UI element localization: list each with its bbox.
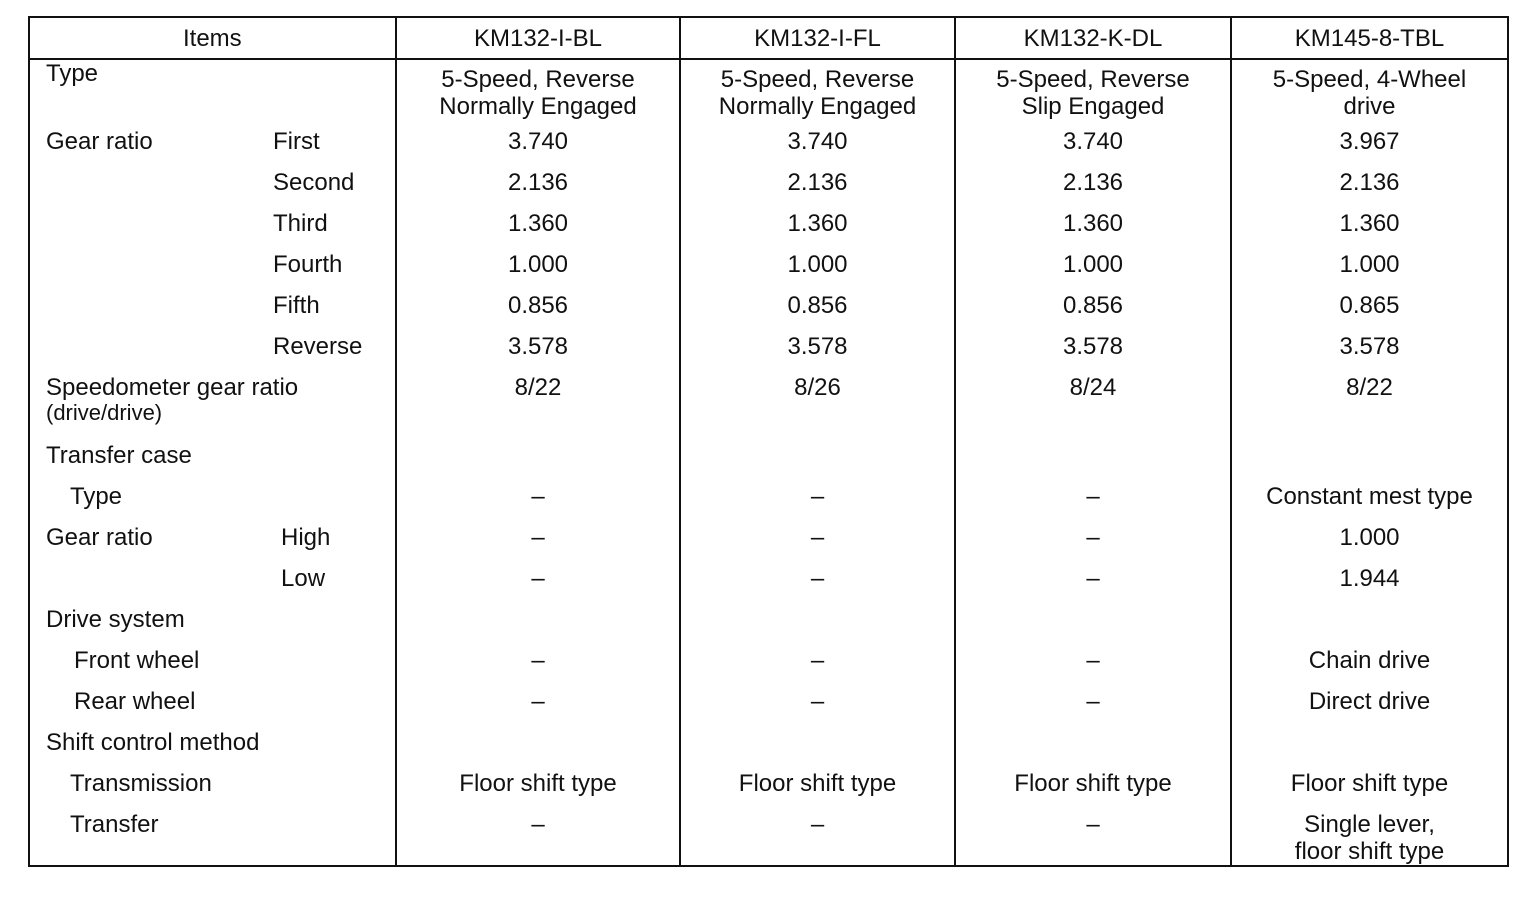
row-transfer-case [29,442,1508,483]
transfer-low-value-4: 1.944 [1231,565,1508,606]
row-label-drive-system: Drive system [46,606,185,633]
row-type [29,59,1508,128]
gear-fifth-value-1: 0.856 [396,292,680,333]
label-cell [29,210,396,251]
type-value-3-line-2: Slip Engaged [1021,93,1165,120]
empty-cell [680,729,955,770]
gear-second-value-1: 2.136 [396,169,680,210]
empty-cell [680,442,955,483]
empty-cell [955,606,1231,647]
header-row [29,17,1508,59]
gear-fifth-value-2: 0.856 [680,292,955,333]
row-label-transmission: Transmission [70,770,212,797]
empty-cell [1231,442,1508,483]
label-cell [29,729,396,770]
row-label-transfer-case: Transfer case [46,442,192,469]
row-transfer [29,811,1508,866]
label-cell [29,169,396,210]
header-model-4: KM145-8-TBL [1231,17,1508,59]
row-transfer-type [29,483,1508,524]
transfer-value-4-line-1: Single lever, [1304,811,1435,838]
type-value-1 [396,59,680,128]
transfer-low-value-2: – [680,565,955,606]
rear-wheel-value-3: – [955,688,1231,729]
gear-third-value-2: 1.360 [680,210,955,251]
type-value-4-line-2: drive [1343,93,1396,120]
row-gear-first [29,128,1508,169]
speedometer-value-1: 8/22 [396,374,680,442]
front-wheel-value-1: – [396,647,680,688]
row-label-shift-control: Shift control method [46,729,260,756]
type-value-1-line-1: 5-Speed, Reverse [441,66,635,93]
row-sublabel-reverse: Reverse [273,333,363,360]
transfer-type-value-2: – [680,483,955,524]
label-cell [29,770,396,811]
gear-fourth-value-4: 1.000 [1231,251,1508,292]
row-label-transfer-type: Type [70,483,123,510]
transfer-high-value-3: – [955,524,1231,565]
row-speedometer [29,374,1508,442]
rear-wheel-value-1: – [396,688,680,729]
speedometer-value-4: 8/22 [1231,374,1508,442]
transmission-value-1: Floor shift type [396,770,680,811]
transfer-value-1: – [396,811,680,866]
type-value-3 [955,59,1231,128]
gear-reverse-value-3: 3.578 [955,333,1231,374]
empty-cell [1231,729,1508,770]
transfer-value-4 [1231,811,1508,866]
label-cell [29,524,396,565]
row-gear-fourth [29,251,1508,292]
row-sublabel-fourth: Fourth [273,251,343,278]
transfer-value-2: – [680,811,955,866]
gear-first-value-2: 3.740 [680,128,955,169]
gear-third-value-1: 1.360 [396,210,680,251]
label-cell [29,565,396,606]
type-value-2-line-1: 5-Speed, Reverse [720,66,915,93]
header-model-3: KM132-K-DL [955,17,1231,59]
label-cell [29,374,396,442]
label-cell [29,59,396,128]
label-cell [29,442,396,483]
transmission-value-2: Floor shift type [680,770,955,811]
row-label-transfer-gear-ratio: Gear ratio [46,524,153,551]
gear-second-value-2: 2.136 [680,169,955,210]
label-cell [29,251,396,292]
row-transmission [29,770,1508,811]
label-cell [29,647,396,688]
speedometer-value-3: 8/24 [955,374,1231,442]
speedometer-label-line-2: (drive/drive) [46,400,163,425]
transmission-value-3: Floor shift type [955,770,1231,811]
transfer-high-value-1: – [396,524,680,565]
empty-cell [396,442,680,483]
empty-cell [396,606,680,647]
rear-wheel-value-2: – [680,688,955,729]
gear-first-value-1: 3.740 [396,128,680,169]
gear-fourth-value-2: 1.000 [680,251,955,292]
label-cell [29,606,396,647]
spec-table [28,16,1509,867]
row-gear-fifth [29,292,1508,333]
row-label-transfer: Transfer [70,811,159,838]
gear-fourth-value-1: 1.000 [396,251,680,292]
gear-second-value-4: 2.136 [1231,169,1508,210]
label-cell [29,128,396,169]
gear-third-value-4: 1.360 [1231,210,1508,251]
label-cell [29,483,396,524]
row-gear-reverse [29,333,1508,374]
gear-first-value-3: 3.740 [955,128,1231,169]
gear-reverse-value-4: 3.578 [1231,333,1508,374]
row-gear-second [29,169,1508,210]
gear-third-value-3: 1.360 [955,210,1231,251]
speedometer-value-2: 8/26 [680,374,955,442]
type-value-4-line-1: 5-Speed, 4-Wheel [1272,66,1467,93]
label-cell [29,688,396,729]
row-gear-third [29,210,1508,251]
row-shift-control [29,729,1508,770]
row-label-type: Type [46,60,99,87]
gear-fourth-value-3: 1.000 [955,251,1231,292]
empty-cell [955,442,1231,483]
front-wheel-value-3: – [955,647,1231,688]
transfer-type-value-3: – [955,483,1231,524]
row-label-front-wheel: Front wheel [74,647,200,674]
transfer-type-value-1: – [396,483,680,524]
row-sublabel-low: Low [281,565,326,592]
gear-fifth-value-4: 0.865 [1231,292,1508,333]
rear-wheel-value-4: Direct drive [1231,688,1508,729]
front-wheel-value-2: – [680,647,955,688]
type-value-1-line-2: Normally Engaged [439,93,637,120]
type-value-4 [1231,59,1508,128]
transfer-high-value-2: – [680,524,955,565]
header-model-1: KM132-I-BL [396,17,680,59]
row-sublabel-first: First [273,128,320,155]
empty-cell [955,729,1231,770]
speedometer-label [46,374,386,425]
row-front-wheel [29,647,1508,688]
row-transfer-low [29,565,1508,606]
label-cell [29,333,396,374]
empty-cell [396,729,680,770]
transfer-value-4-line-2: floor shift type [1294,838,1445,865]
row-sublabel-high: High [281,524,331,551]
label-cell [29,292,396,333]
front-wheel-value-4: Chain drive [1231,647,1508,688]
empty-cell [1231,606,1508,647]
gear-second-value-3: 2.136 [955,169,1231,210]
transfer-high-value-4: 1.000 [1231,524,1508,565]
transfer-type-value-4: Constant mest type [1231,483,1508,524]
speedometer-label-line-1: Speedometer gear ratio [46,374,299,401]
type-value-2-line-2: Normally Engaged [718,93,917,120]
transfer-value-3: – [955,811,1231,866]
transmission-value-4: Floor shift type [1231,770,1508,811]
row-label-rear-wheel: Rear wheel [74,688,196,715]
label-cell [29,811,396,866]
row-drive-system [29,606,1508,647]
gear-reverse-value-1: 3.578 [396,333,680,374]
row-label-gear-ratio: Gear ratio [46,128,153,155]
row-transfer-high [29,524,1508,565]
row-sublabel-third: Third [273,210,328,237]
empty-cell [680,606,955,647]
gear-first-value-4: 3.967 [1231,128,1508,169]
type-value-3-line-1: 5-Speed, Reverse [996,66,1190,93]
gear-fifth-value-3: 0.856 [955,292,1231,333]
row-sublabel-second: Second [273,169,355,196]
row-rear-wheel [29,688,1508,729]
transfer-low-value-1: – [396,565,680,606]
row-sublabel-fifth: Fifth [273,292,320,319]
header-model-2: KM132-I-FL [680,17,955,59]
transfer-low-value-3: – [955,565,1231,606]
type-value-2 [680,59,955,128]
gear-reverse-value-2: 3.578 [680,333,955,374]
header-items: Items [29,17,396,59]
